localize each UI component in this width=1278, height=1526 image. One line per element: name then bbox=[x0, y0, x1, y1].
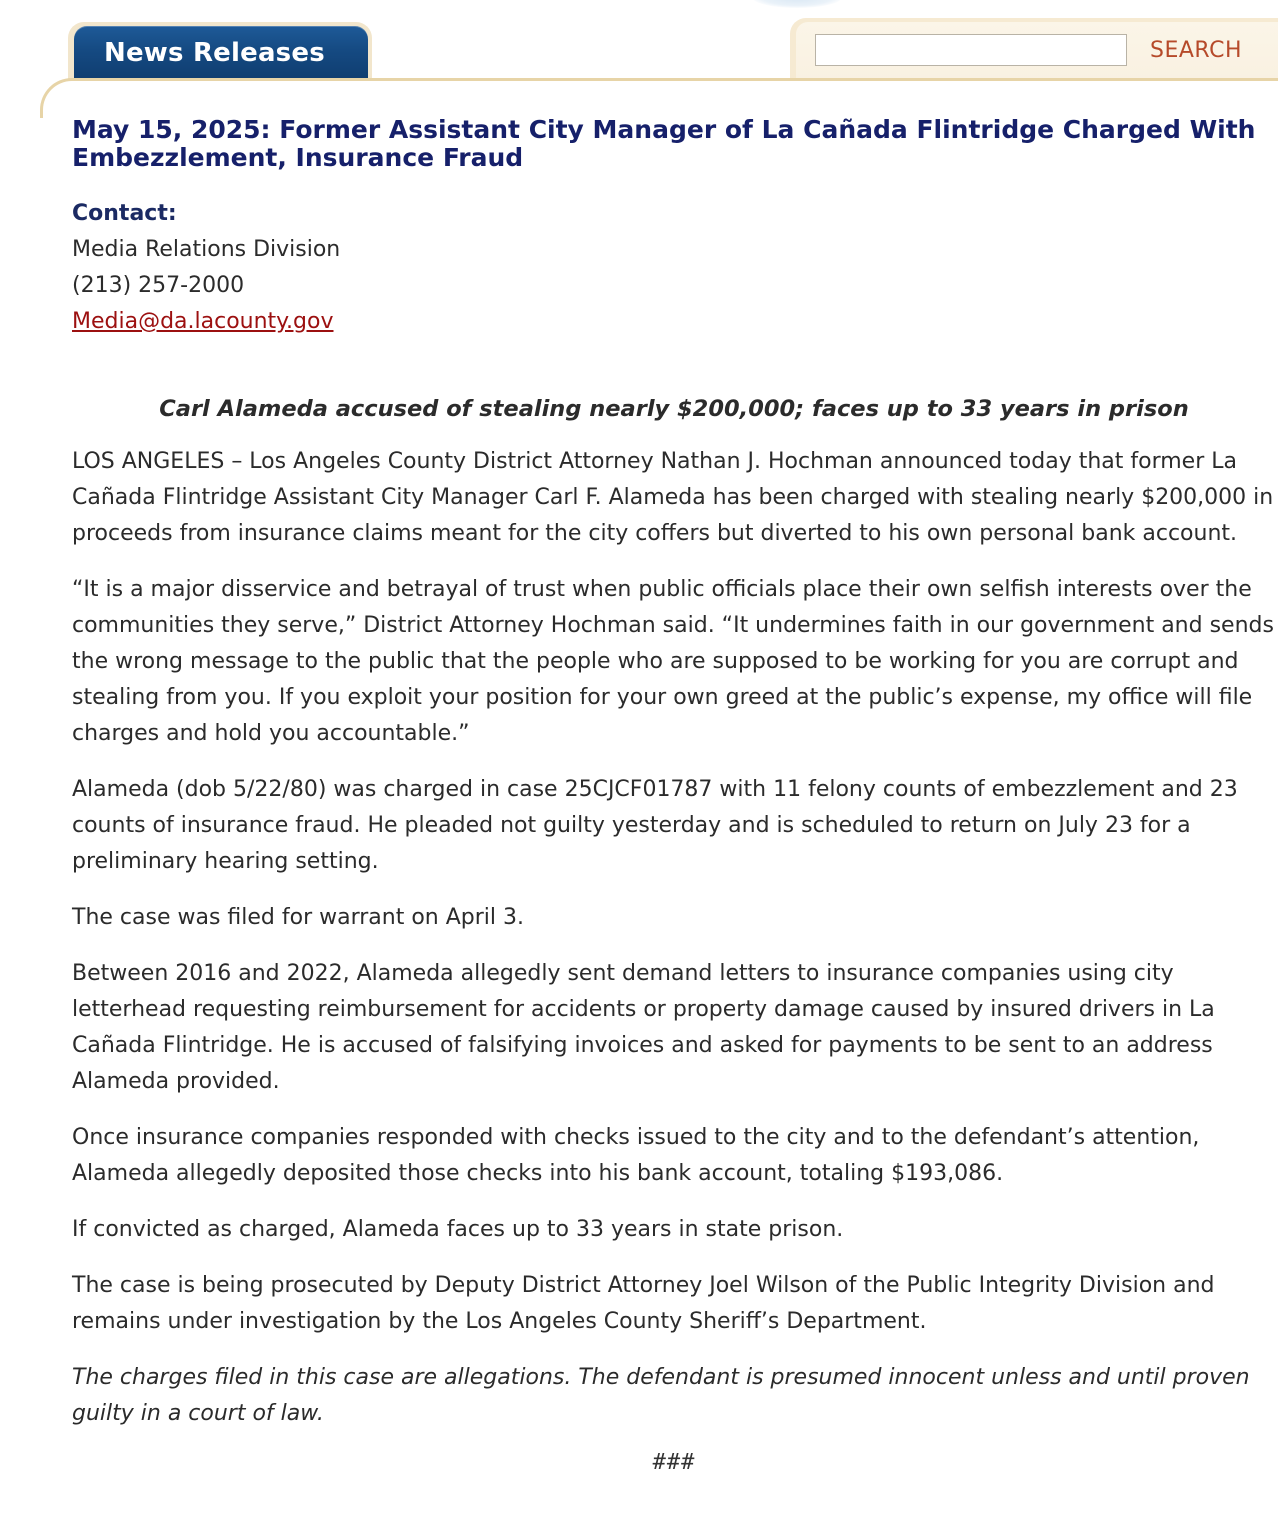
contact-heading: Contact: bbox=[72, 201, 177, 226]
paragraph-5: Between 2016 and 2022, Alameda allegedly sent demand letters to insurance companies using city letterhead requesting reimbursement for accidents or property damage caused by insured drivers in La Cañada Flintridge. He is accused of falsifying invoices and asked for payments to be sent to an address Alameda provided. bbox=[72, 961, 1215, 1094]
paragraph-2: “It is a major disservice and betrayal of trust when public officials place their own selfish interests over the communities they serve,” District Attorney Hochman said. “It undermines faith in our government and sends the wrong message to the public that the people who are supposed to be working for you are corrupt and stealing from you. If you exploit your position for your own greed at the public’s expense, my office will file charges and hold you accountable.” bbox=[72, 577, 1274, 746]
disclaimer: The charges filed in this case are allegations. The defendant is presumed innocent unless and until proven guilty in a court of law. bbox=[72, 1365, 1250, 1426]
search-button[interactable]: SEARCH bbox=[1150, 35, 1242, 65]
contact-division: Media Relations Division bbox=[72, 237, 341, 262]
page-title: May 15, 2025: Former Assistant City Manager of La Cañada Flintridge Charged With Embezzlement, Insurance Fraud bbox=[72, 115, 1256, 172]
contact-block bbox=[72, 196, 1276, 340]
article bbox=[72, 116, 1276, 1475]
end-mark: ### bbox=[652, 1450, 696, 1475]
contact-phone: (213) 257-2000 bbox=[72, 273, 245, 298]
paragraph-7: If convicted as charged, Alameda faces up to 33 years in state prison. bbox=[72, 1217, 844, 1242]
paragraph-6: Once insurance companies responded with checks issued to the city and to the defendant’s attention, Alameda allegedly deposited those checks into his bank account, totaling $193,086. bbox=[72, 1125, 1200, 1186]
subheadline: Carl Alameda accused of stealing nearly $200,000; faces up to 33 years in prison bbox=[159, 396, 1189, 422]
paragraph-3: Alameda (dob 5/22/80) was charged in case 25CJCF01787 with 11 felony counts of embezzlement and 23 counts of insurance fraud. He pleaded not guilty yesterday and is scheduled to return on July 23 for a preliminary hearing setting. bbox=[72, 777, 1238, 874]
search-input[interactable] bbox=[815, 34, 1127, 66]
tab-news-releases[interactable] bbox=[74, 26, 368, 80]
contact-email-link[interactable]: Media@da.lacounty.gov bbox=[72, 309, 334, 334]
paragraph-4: The case was filed for warrant on April 3. bbox=[72, 905, 524, 930]
header-divider bbox=[72, 78, 1278, 81]
paragraph-1: LOS ANGELES – Los Angeles County District Attorney Nathan J. Hochman announced today that former La Cañada Flintridge Assistant City Manager Carl F. Alameda has been charged with stealing nearly $200,000 in proceeds from insurance claims meant for the city coffers but diverted to his own personal bank account. bbox=[72, 449, 1274, 546]
tab-news-releases-label: News Releases bbox=[104, 38, 325, 68]
paragraph-8: The case is being prosecuted by Deputy District Attorney Joel Wilson of the Public Integrity Division and remains under investigation by the Los Angeles County Sheriff’s Department. bbox=[72, 1273, 1215, 1334]
header-divider-curve bbox=[40, 78, 80, 118]
top-decoration bbox=[752, 0, 842, 8]
